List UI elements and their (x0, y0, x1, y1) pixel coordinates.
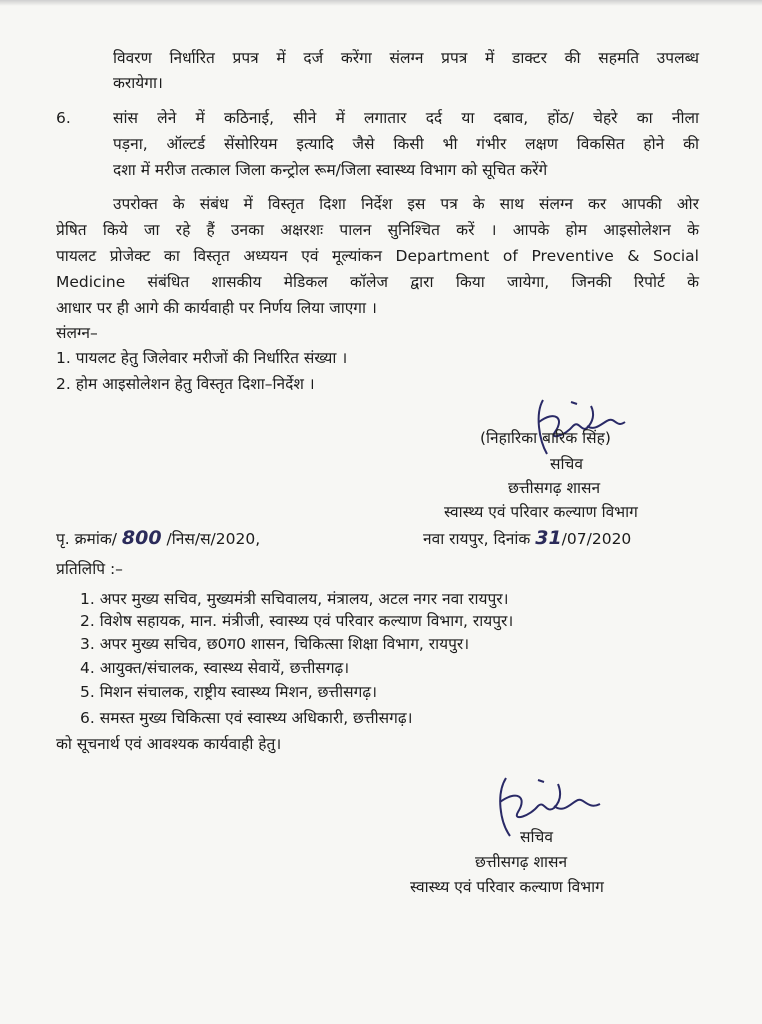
copy-item: 5. मिशन संचालक, राष्ट्रीय स्वास्थ्य मिशन, छत्तीसगढ़। (80, 683, 377, 701)
place-date-prefix: नवा रायपुर, दिनांक (423, 530, 531, 548)
place-date (423, 527, 631, 550)
signatory-government: छत्तीसगढ़ शासन (475, 853, 568, 871)
date-suffix: /07/2020 (561, 530, 632, 548)
signatory-department: स्वास्थ्य एवं परिवार कल्याण विभाग (410, 878, 604, 896)
enclosure-item: 2. होम आइसोलेशन हेतु विस्तृत दिशा–निर्देश । (56, 375, 315, 393)
handwritten-ref-number: 800 (121, 527, 162, 549)
signatory-name: (निहारिका बारिक सिंह) (480, 429, 611, 447)
signatory-designation: सचिव (520, 828, 553, 846)
enclosure-item: 1. पायलट हेतु जिलेवार मरीजों की निर्धारित संख्या । (56, 349, 348, 367)
copy-item: 4. आयुक्त/संचालक, स्वास्थ्य सेवायें, छत्तीसगढ़। (80, 659, 350, 677)
main-para-line3: पायलट प्रोजेक्ट का विस्तृत अध्ययन एवं मूल्यांकन Department of Preventive & Social (56, 247, 699, 265)
copy-item: 1. अपर मुख्य सचिव, मुख्यमंत्री सचिवालय, मंत्रालय, अटल नगर नवा रायपुर। (80, 590, 509, 608)
point6-line2: पड़ना, ऑल्टर्ड सेंसोरियम इत्यादि जैसे किसी भी गंभीर लक्षण विकसित होने की (113, 135, 699, 153)
signatory-department: स्वास्थ्य एवं परिवार कल्याण विभाग (444, 503, 638, 521)
point6-line3: दशा में मरीज तत्काल जिला कन्ट्रोल रूम/जिला स्वास्थ्य विभाग को सूचित करेंगे (113, 161, 548, 179)
enclosures-heading: संलग्न– (56, 324, 98, 342)
reference-number (56, 527, 260, 550)
signatory-government: छत्तीसगढ़ शासन (508, 479, 601, 497)
para-cont-line1: विवरण निर्धारित प्रपत्र में दर्ज करेंगा संलग्न प्रपत्र में डाक्टर की सहमति उपलब्ध (113, 49, 699, 67)
ref-suffix: /निस/स/2020, (166, 530, 261, 548)
point6-line1: सांस लेने में कठिनाई, सीने में लगातार दर्द या दबाव, होंठ/ चेहरे का नीला (113, 109, 699, 127)
copy-heading: प्रतिलिपि :– (56, 560, 123, 578)
copy-closing: को सूचनार्थ एवं आवश्यक कार्यवाही हेतु। (56, 735, 282, 753)
main-para-line2: प्रेषित किये जा रहे हैं उनका अक्षरशः पालन सुनिश्चित करें । आपके होम आइसोलेशन के (56, 221, 699, 239)
ref-prefix: पृ. क्रमांक/ (56, 530, 117, 548)
signatory-designation: सचिव (550, 455, 583, 473)
copy-item: 2. विशेष सहायक, मान. मंत्रीजी, स्वास्थ्य एवं परिवार कल्याण विभाग, रायपुर। (80, 612, 514, 630)
scan-edge (0, 0, 762, 6)
main-para-line5: आधार पर ही आगे की कार्यवाही पर निर्णय लिया जाएगा । (56, 299, 377, 317)
handwritten-day: 31 (535, 527, 562, 549)
para-cont-line2: करायेगा। (113, 74, 163, 92)
copy-item: 6. समस्त मुख्य चिकित्सा एवं स्वास्थ्य अधिकारी, छत्तीसगढ़। (80, 709, 413, 727)
main-para-line1: उपरोक्त के संबंध में विस्तृत दिशा निर्देश इस पत्र के साथ संलग्न कर आपकी ओर (113, 195, 699, 213)
copy-item: 3. अपर मुख्य सचिव, छ0ग0 शासन, चिकित्सा शिक्षा विभाग, रायपुर। (80, 635, 470, 653)
main-para-line4: Medicine संबंधित शासकीय मेडिकल कॉलेज द्वारा किया जायेगा, जिनकी रिपोर्ट के (56, 273, 699, 291)
point-number: 6. (56, 109, 71, 127)
